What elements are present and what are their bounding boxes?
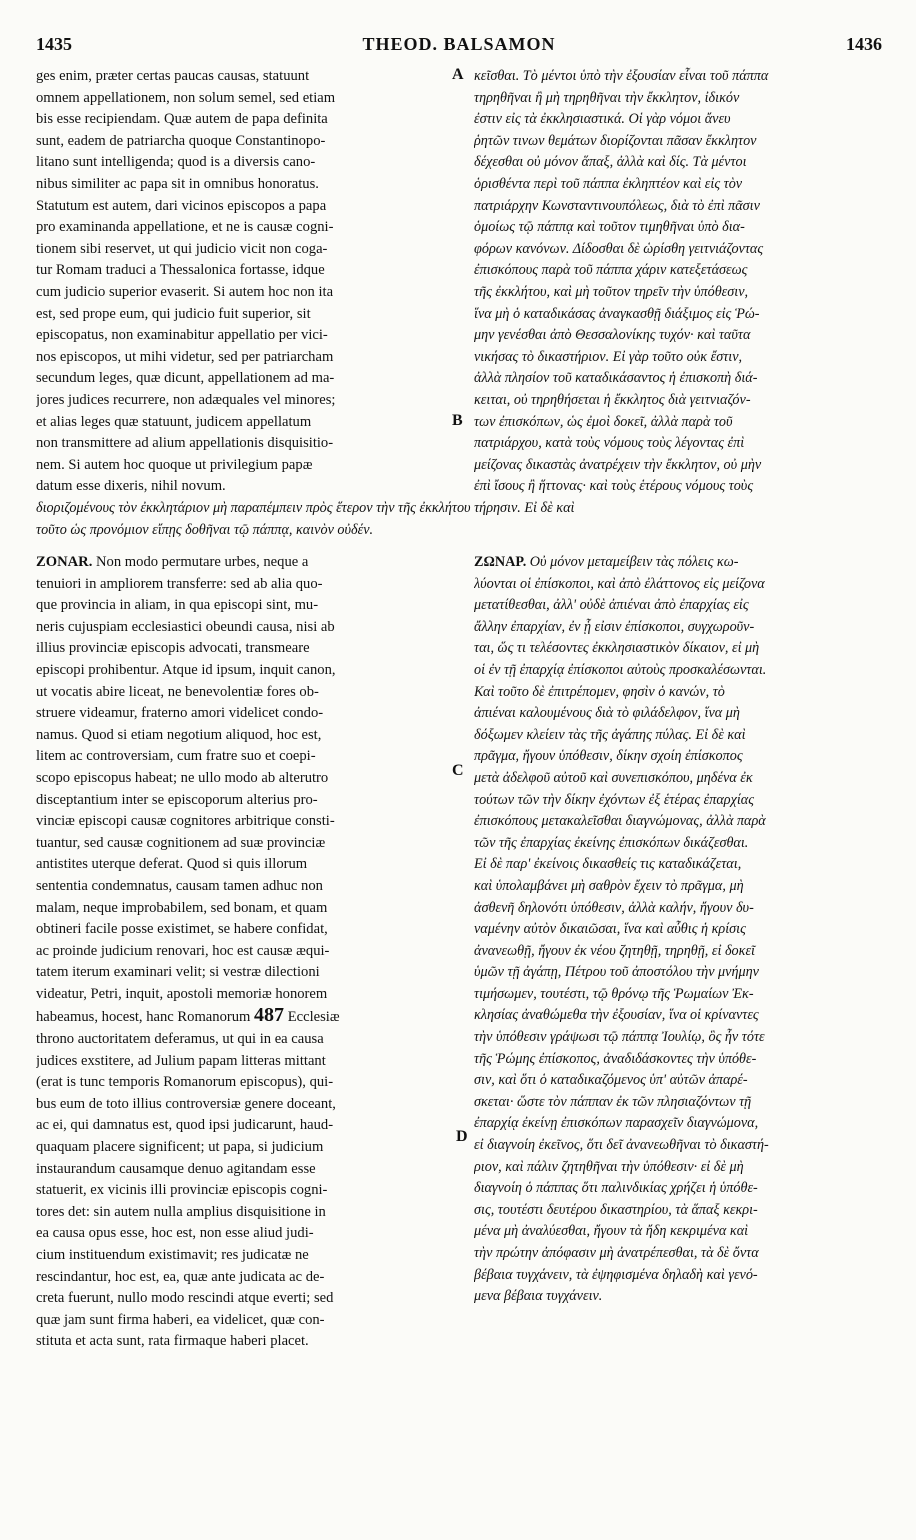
margin-marker-a: A xyxy=(452,66,464,83)
text-line: ται, ὥς τι τελέσοντες ἐκκλησιαστικὸν δίκαιον, εἰ μὴ xyxy=(474,640,760,657)
text-line: ἐπισκόπους παρὰ τοῦ πάππα χάριν κατεξετάσεως xyxy=(474,262,748,279)
text-line: ἐπισκόπους μετακαλεῖσθαι διαγνώμονας, ἀλλὰ παρὰ xyxy=(474,813,766,830)
text-line: statuerit, ex vicinis illi provinciæ episcopis cogni- xyxy=(36,1182,328,1199)
text-line: βέβαια τυγχάνειν, τὰ ἐψηφισμένα δηλαδὴ καὶ γενό- xyxy=(474,1266,758,1283)
text-line: cium instituendum existimavit; res judicatæ ne xyxy=(36,1247,309,1263)
text-line: bis esse recipiendam. Quæ autem de papa definita xyxy=(36,111,328,128)
text-line: κεῖσθαι. Τὸ μέντοι ὑπὸ τὴν ἐξουσίαν εἶναι τοῦ πάππα xyxy=(474,68,769,84)
text-line: τῶν τῆς ἐπαρχίας ἐκείνης ἐπισκόπων δικάζεσθαι. xyxy=(474,834,749,851)
text-line: et alias leges quæ statuunt, judicem appellatum xyxy=(36,413,312,430)
text-line: ἀπιέναι καλουμένους διὰ τὸ φιλάδελφον, ἵνα μὴ xyxy=(474,705,740,722)
text-line: nem. Si autem hoc quoque ut privilegium papæ xyxy=(36,456,313,473)
running-title: THEOD. BALSAMON xyxy=(362,34,556,54)
text-line: μείζονας δικαστὰς ἀνατρέχειν τὴν ἔκκλητον, οὐ μὴν xyxy=(474,456,762,473)
text-line: οἱ ἐν τῇ ἐπαρχίᾳ ἐπίσκοποι αὐτοὺς προσκαλέσωνται. xyxy=(474,661,767,678)
text-line: nos episcopos, ut mihi videtur, sed per patriarcham xyxy=(36,348,334,365)
latin-zonaras-column xyxy=(36,552,452,1353)
text-line: episcopi prohibentur. Atque id ipsum, inquit canon, xyxy=(36,661,336,678)
text-line: κειται, οὐ τηρηθήσεται ἡ ἔκκλητος διὰ γειτνιαζόν- xyxy=(474,391,751,408)
text-line: ges enim, præter certas paucas causas, statuunt xyxy=(36,68,310,84)
text-line: μετὰ ἀδελφοῦ αὐτοῦ καὶ συνεπισκόπου, μηδένα ἐκ xyxy=(474,769,753,786)
text-line: namus. Quod si etiam negotium aliquod, hoc est, xyxy=(36,726,322,743)
text-line: εἰ διαγνοίη ἐκεῖνος, ὅτι δεῖ ἀνανεωθῆναι τὸ δικαστή- xyxy=(474,1137,769,1154)
text-line: δέχεσθαι οὐ μόνον ἅπαξ, ἀλλὰ καὶ δίς. Τὰ μέντοι xyxy=(474,154,747,171)
text-line: ῥητῶν τινων θεμάτων διορίζονται πᾶσαν ἔκκλητον xyxy=(474,132,757,149)
page-header xyxy=(36,34,882,62)
text-line: Statutum est autem, dari vicinos episcopos a papa xyxy=(36,197,327,214)
text-line: ἀσθενῆ δηλονότι ὑπόθεσιν, ἀλλὰ καλήν, ἤγουν δυ- xyxy=(474,899,754,916)
text-line: pro examinanda appellatione, et ne is causæ cogni- xyxy=(36,219,334,236)
text-line: vinciæ episcopi causæ cognitores arbitrique consti- xyxy=(36,813,335,830)
text-line: τῆς Ῥώμης ἐπίσκοπος, ἀναδιδάσκοντες τὴν ὑπόθε- xyxy=(474,1050,757,1067)
text-line: ΖΩΝΑΡ. Οὐ μόνον μεταμείβειν τὰς πόλεις κω- xyxy=(474,554,739,570)
text-line: μην γενέσθαι ἀπὸ Θεσσαλονίκης τυχόν· καὶ ταῦτα xyxy=(474,327,751,344)
text-line: rescindantur, hoc est, ea, quæ ante judicata ac de- xyxy=(36,1268,325,1285)
text-line: ἵνα μὴ ὁ καταδικάσας ἀναγκασθῇ διάξιμος εἰς Ῥώ- xyxy=(474,305,760,322)
zonar-heading-latin: ZONAR. xyxy=(36,554,93,570)
text-line: creta fuerunt, nullo modo rescindi atque everti; sed xyxy=(36,1290,334,1307)
text-line: ὁμοίως τῷ πάππᾳ καὶ τοῦτον τιμηθῆναι ὑπὸ δια- xyxy=(474,219,745,236)
text-line: litano sunt intelligenda; quod is a diversis cano- xyxy=(36,154,316,171)
text-line: litem ac controversiam, cum fratre suo et coepi- xyxy=(36,748,316,765)
text-line: throno auctoritatem deferamus, ut qui in ea causa xyxy=(36,1031,324,1048)
text-line: datum esse dixeris, nihil novum. xyxy=(36,478,226,495)
text-line: τῆς ἐκκλήτου, καὶ μὴ τοῦτον τηρεῖν τὴν ὑπόθεσιν, xyxy=(474,283,749,300)
text-line: λύονται οἱ ἐπίσκοποι, καὶ ἀπὸ ἐλάττονος εἰς μείζονα xyxy=(474,575,765,592)
text-line: κλησίας ἀναθώμεθα τὴν ἐξουσίαν, ἵνα οἱ κρίναντες xyxy=(474,1007,759,1024)
text-line: ἄλλην ἐπαρχίαν, ἐν ᾗ εἰσιν ἐπίσκοποι, συγχωροῦν- xyxy=(474,618,755,635)
text-line: ZONAR. Non modo permutare urbes, neque a xyxy=(36,554,309,570)
text-line: ac proinde judicium renovari, hoc est causæ æqui- xyxy=(36,942,330,959)
text-line: illius provinciæ episcopis advocati, transmeare xyxy=(36,640,310,657)
text-line: episcopatus, non examinabitur appellatio per vici- xyxy=(36,327,328,344)
text-line: sententia condemnatus, causam tamen adhuc non xyxy=(36,877,323,894)
text-line: sunt, eadem de patriarcha quoque Constantinopo- xyxy=(36,132,326,149)
text-line: νικήσας τὸ δικαστήριον. Εἰ γὰρ τοῦτο οὐκ ἔστιν, xyxy=(474,348,743,365)
text-line: ac ei, qui damnatus est, quod ipsi judicarunt, haud- xyxy=(36,1117,334,1134)
greek-full-width-text xyxy=(36,498,882,541)
text-line: nibus similiter ac papa sit in omnibus honoratus. xyxy=(36,175,319,192)
text-line: videatur, Petri, inquit, apostoli memoriæ honorem xyxy=(36,985,328,1002)
margin-marker-b: B xyxy=(452,412,463,429)
text-line: τὴν ὑπόθεσιν γράψωσι τῷ πάππᾳ Ἰουλίῳ, ὃς ἦν τότε xyxy=(474,1029,765,1046)
text-line: tionem sibi reservet, ut qui judicio vicit non coga- xyxy=(36,240,328,257)
text-line: μενα βέβαια τυγχάνειν. xyxy=(474,1288,603,1305)
text-line: Καὶ τοῦτο δὲ ἐπιτρέπομεν, φησὶν ὁ κανών, τὸ xyxy=(474,683,725,700)
margin-marker-c: C xyxy=(452,762,464,779)
text-line: ἐπὶ ἴσους ἢ ἥττονας· καὶ τοὺς ἑτέρους νόμους τοὺς xyxy=(474,478,754,495)
text-line: quæ jam sunt firma haberi, ea videlicet, quæ con- xyxy=(36,1311,325,1328)
text-line: τιμήσωμεν, τουτέστι, τῷ θρόνῳ τῆς Ῥωμαίων Ἐκ- xyxy=(474,985,754,1002)
text-line: ἐπαρχίᾳ ἐκείνῃ ἐπισκόπων παρασχεῖν διαγνώμονα, xyxy=(474,1115,759,1132)
text-line: πρᾶγμα, ἤγουν ὑπόθεσιν, δίκην σχοίη ἐπίσκοπος xyxy=(474,748,743,765)
text-line: σιν, καὶ ὅτι ὁ καταδικαζόμενος ὑπ' αὐτῶν ἀπαρέ- xyxy=(474,1072,748,1089)
text-line: malam, neque improbabilem, sed bonam, et quam xyxy=(36,899,328,916)
text-line: τὴν πρώτην ἀπόφασιν μὴ ἀνατρέπεσθαι, τὰ δὲ ὄντα xyxy=(474,1245,759,1261)
text-line: tatem iterum examinari velit; si vestræ dilectioni xyxy=(36,964,320,981)
text-line: τούτων τῶν τὴν δίκην ἐχόντων ἐξ ἑτέρας ἐπαρχίας xyxy=(474,791,754,808)
margin-marker-d: D xyxy=(456,1128,468,1145)
text-line: struere videamur, fraterno amori videlicet condo- xyxy=(36,705,324,722)
text-line: tenuiori in ampliorem transferre: sed ab alia quo- xyxy=(36,575,323,592)
text-line: φόρων κανόνων. Δίδοσθαι δὲ ὡρίσθη γειτνιάζοντας xyxy=(474,240,764,257)
text-line: bus eum de toto illius controversiæ genere doceant, xyxy=(36,1095,336,1112)
text-line: scopo episcopus habeat; ne ullo modo ab alterutro xyxy=(36,769,329,786)
text-line: ἀλλὰ πλησίον τοῦ καταδικάσαντος ἡ ἐπισκοπὴ διά- xyxy=(474,370,758,387)
text-line: tur Romam traduci a Thessalonica fortasse, idque xyxy=(36,262,325,279)
text-line: stituta et acta sunt, rata firmaque haberi placet. xyxy=(36,1333,309,1350)
text-line: τηρηθῆναι ἢ μὴ τηρηθῆναι τὴν ἔκκλητον, ἰδικόν xyxy=(474,89,740,106)
greek-zonaras-column xyxy=(474,552,882,1308)
text-line: διαγνοίη ὁ πάππας ὅτι παλινδικίας χρήζει ἡ ὑπόθε- xyxy=(474,1180,758,1197)
text-line: ριον, καὶ πάλιν ζητηθῆναι τὴν ὑπόθεσιν· εἰ δὲ μὴ xyxy=(474,1158,744,1175)
text-line: σις, τουτέστι δευτέρου δικαστηρίου, τὰ ἅπαξ κεκρι- xyxy=(474,1201,758,1218)
text-line: quaquam placere significent; ut papa, si judicium xyxy=(36,1139,324,1156)
text-line: τοῦτο ὡς προνόμιον εἴπῃς δοθῆναι τῷ πάππᾳ, καινὸν οὐδέν. xyxy=(36,521,374,538)
text-line: ut vocatis abire liceat, ne benevolentiæ fores ob- xyxy=(36,683,319,700)
text-line: ὁρισθέντα περὶ τοῦ πάππα ἐκληπτέον καὶ εἰς τὸν xyxy=(474,175,743,192)
text-line: σκεται· ὥστε τὸν πάππαν ἐκ τῶν πλησιαζόντων τῇ xyxy=(474,1093,752,1110)
text-line: ναμένην αὐτὸν δικαιῶσαι, ἵνα καὶ αὖθις ἡ κρίσις xyxy=(474,921,746,938)
text-line: est, sed prope eum, qui judicio fuit superior, sit xyxy=(36,305,311,322)
text-line: πατριάρχην Κωνσταντινουπόλεως, διὰ τὸ ἐπὶ πᾶσιν xyxy=(474,197,760,214)
text-line: neris cujuspiam ecclesiastici obeundi causa, nisi ab xyxy=(36,618,335,635)
text-line: καὶ ὑπολαμβάνει μὴ σαθρὸν ἔχειν τὸ πρᾶγμα, μὴ xyxy=(474,877,744,894)
text-line: tores det: sin autem nulla amplius disquisitione in xyxy=(36,1203,326,1220)
text-line: cum judicio superior evaserit. Si autem hoc non ita xyxy=(36,283,334,300)
text-line: disceptantium inter se episcoporum alterius pro- xyxy=(36,791,318,808)
text-line: judices exstitere, ad Julium papam litteras mittant xyxy=(36,1052,326,1069)
text-line: διοριζομένους τὸν ἐκκλητάριον μὴ παραπέμπειν πρὸς ἕτερον τὴν τῆς ἐκκλήτου τήρησιν. Εἰ δὲ καὶ xyxy=(36,500,575,516)
text-line: μένα μὴ ἀναλύεσθαι, ἤγουν τὰ ἤδη κεκριμένα καὶ xyxy=(474,1223,749,1240)
text-line: habeamus, hocest, hanc Romanorum 487 Ecclesiæ xyxy=(36,1005,340,1027)
text-line: tuantur, sed causæ cognitionem ad suæ provinciæ xyxy=(36,834,326,851)
zonar-heading-greek: ΖΩΝΑΡ. xyxy=(474,554,527,570)
text-line: obtineri facile posse existimet, se habere confidat, xyxy=(36,921,328,938)
text-line: que provincia in aliam, in qua episcopi sint, mu- xyxy=(36,597,319,614)
text-line: των ἐπισκόπων, ὡς ἐμοὶ δοκεῖ, ἀλλὰ παρὰ τοῦ xyxy=(474,413,733,430)
text-line: πατριάρχου, κατὰ τοὺς νόμους τοὺς λέγοντας ἐπὶ xyxy=(474,435,745,452)
text-line: δόξωμεν κλείειν τὰς τῆς ἀγάπης πύλας. Εἰ δὲ καὶ xyxy=(474,726,746,743)
text-line: μετατίθεσθαι, ἀλλ' οὐδὲ ἀπιέναι ἀπὸ ἐπαρχίας εἰς xyxy=(474,597,749,614)
text-line: ἀνανεωθῇ, ἤγουν ἐκ νέου ζητηθῇ, τηρηθῇ, εἰ δοκεῖ xyxy=(474,942,755,959)
text-line: non transmittere ad alium appellationis disquisitio- xyxy=(36,435,334,452)
text-line: omnem appellationem, non solum semel, sed etiam xyxy=(36,89,336,106)
page-number-right: 1436 xyxy=(846,34,882,54)
latin-column-top xyxy=(36,66,452,498)
text-line: instaurandum causamque denuo agitandam esse xyxy=(36,1160,316,1177)
greek-column-top xyxy=(474,66,882,498)
text-line: ὑμῶν τῇ ἀγάπῃ, Πέτρου τοῦ ἀποστόλου τὴν μνήμην xyxy=(474,964,759,981)
text-line: Εἰ δὲ παρ' ἐκείνοις δικασθείς τις καταδικάζεται, xyxy=(474,856,742,873)
text-line: jores judices recurrere, non adæquales vel minores; xyxy=(36,391,336,408)
text-line: secundum leges, quæ dicunt, appellationem ad ma- xyxy=(36,370,335,387)
page-number-left: 1435 xyxy=(36,34,72,54)
text-line: antistites uterque deferat. Quod si quis illorum xyxy=(36,856,308,873)
text-line: ea causa opus esse, hoc est, non esse aliud judi- xyxy=(36,1225,314,1242)
text-line: ἐστιν εἰς τὰ ἐκκλησιαστικά. Οἱ γὰρ νόμοι ἄνευ xyxy=(474,111,731,128)
column-number: 487 xyxy=(254,1005,285,1027)
text-line: (erat is tunc temporis Romanorum episcopus), qui- xyxy=(36,1074,334,1091)
